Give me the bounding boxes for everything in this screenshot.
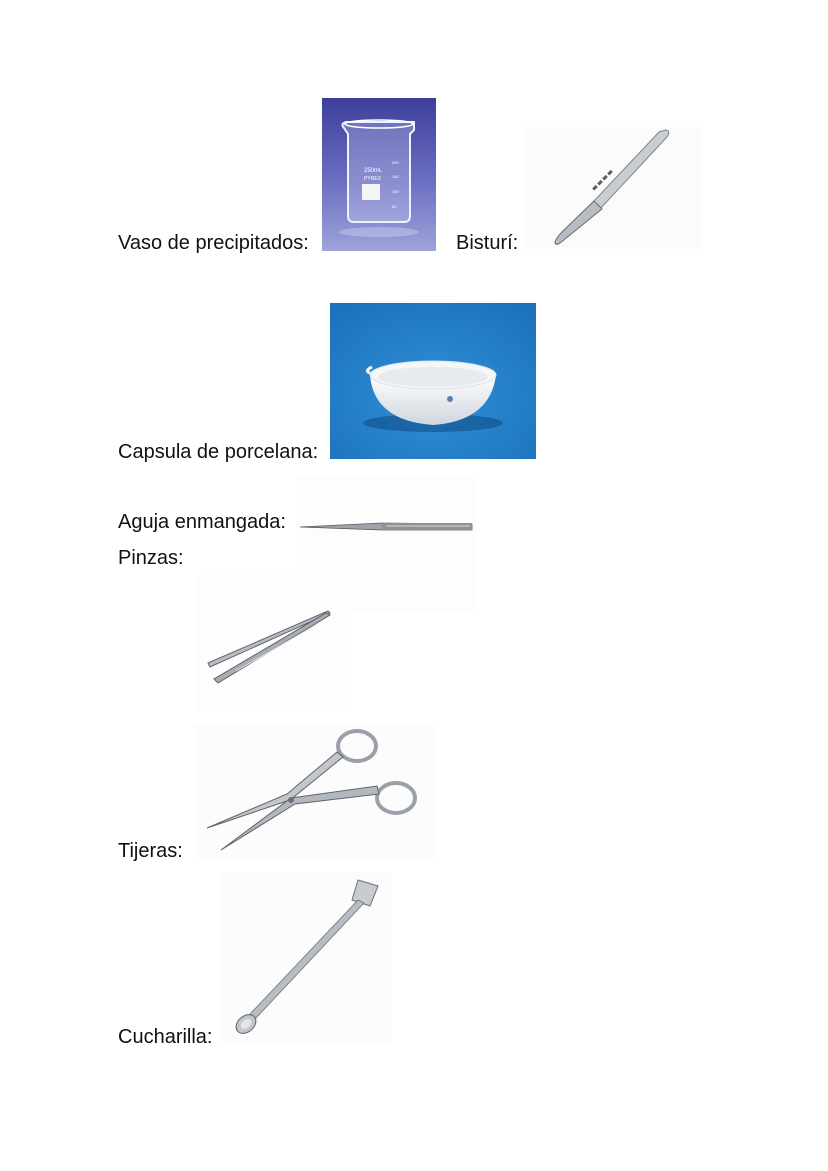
beaker-brand-text: PYREX: [364, 176, 381, 182]
beaker-image: [322, 98, 436, 251]
porcelain-dish-icon: [330, 303, 536, 459]
scalpel-image: [525, 127, 701, 249]
aguja-label: Aguja enmangada:: [118, 511, 286, 533]
spoon-icon: [220, 872, 392, 1044]
pinzas-label: Pinzas:: [118, 547, 184, 569]
vaso-label: Vaso de precipitados:: [118, 232, 309, 254]
scissors-icon: [195, 724, 435, 858]
cucharilla-label: Cucharilla:: [118, 1026, 213, 1048]
scissors-image: [195, 724, 435, 858]
tijeras-label: Tijeras:: [118, 840, 183, 862]
beaker-scale-50: 50: [392, 204, 397, 209]
beaker-scale-200: 200: [392, 160, 399, 165]
evaporating-dish-image: [330, 303, 536, 459]
tweezers-icon: [196, 575, 345, 711]
beaker-scale-100: 100: [392, 189, 399, 194]
beaker-icon: [322, 98, 436, 251]
beaker-capacity-text: 250mL: [364, 168, 383, 174]
spatula-spoon-image: [220, 872, 392, 1044]
tweezers-image: [196, 575, 345, 711]
bisturi-label: Bisturí:: [456, 232, 519, 254]
capsula-label: Capsula de porcelana:: [118, 441, 319, 463]
beaker-scale-150: 150: [392, 174, 399, 179]
scalpel-icon: [525, 127, 701, 249]
